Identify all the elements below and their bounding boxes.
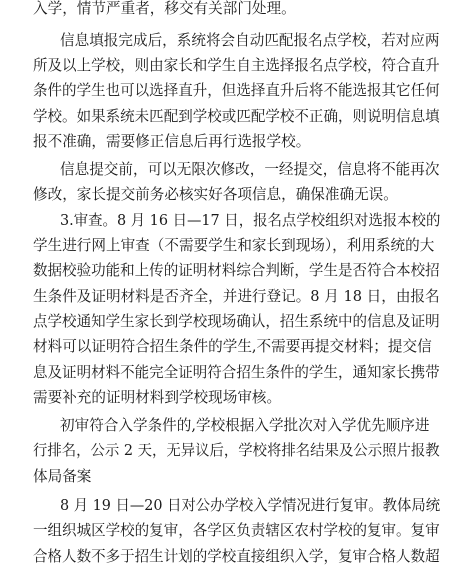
text-line: 点学校通知学生家长到学校现场确认，招生系统中的信息及证明 — [33, 313, 440, 330]
text-line: 信息提交前，可以无限次修改，一经提交，信息将不能再次 — [60, 161, 440, 178]
text-line: 学校。如果系统未匹配到学校或匹配学校不正确，则说明信息填 — [33, 108, 440, 125]
text-line: 需要补充的证明材料到学校现场审核。 — [33, 389, 282, 406]
text-line: 生条件及证明材料是否齐全，并进行登记。8 月 18 日，由报名 — [33, 288, 440, 305]
text-line: 8 月 19 日—20 日对公办学校入学情况进行复审。教体局统 — [60, 497, 441, 514]
text-line: 修改，家长提交前务必核实好各项信息，确保准确无误。 — [33, 186, 398, 203]
text-line: 材料可以证明符合招生条件的学生,不需要再提交材料；提交信 — [33, 338, 432, 355]
text-line: 体局备案 — [33, 468, 92, 485]
text-line: 一组织城区学校的复审，各学区负责辖区农村学校的复审。复审 — [33, 522, 440, 539]
text-line: 所及以上学校，则由家长和学生自主选择报名点学校，符合直升 — [33, 57, 440, 74]
text-line: 息及证明材料不能完全证明符合招生条件的学生，通知家长携带 — [33, 364, 440, 381]
text-line: 报不准确，需要修正信息后再行选报学校。 — [33, 133, 311, 150]
text-line: 信息填报完成后，系统将会自动匹配报名点学校，若对应两 — [60, 32, 440, 49]
text-line: 条件的学生也可以选择直升，但选择直升后将不能选报其它任何 — [33, 82, 440, 99]
text-line: 行排名，公示 2 天，无异议后，学校将排名结果及公示照片报教 — [33, 442, 440, 459]
text-line: 合格人数不多于招生计划的学校直接组织入学，复审合格人数超 — [33, 548, 440, 565]
text-line: 入学，情节严重者，移交有关部门处理。 — [33, 0, 296, 17]
text-line: 初审符合入学条件的,学校根据入学批次对入学优先顺序进 — [60, 417, 430, 434]
text-line: 学生进行网上审查（不需要学生和家长到现场），利用系统的大 — [33, 237, 435, 254]
text-line: 数据校验功能和上传的证明材料综合判断，学生是否符合本校招 — [33, 262, 440, 279]
text-line: 3.审查。8 月 16 日—17 日，报名点学校组织对选报本校的 — [60, 212, 441, 229]
